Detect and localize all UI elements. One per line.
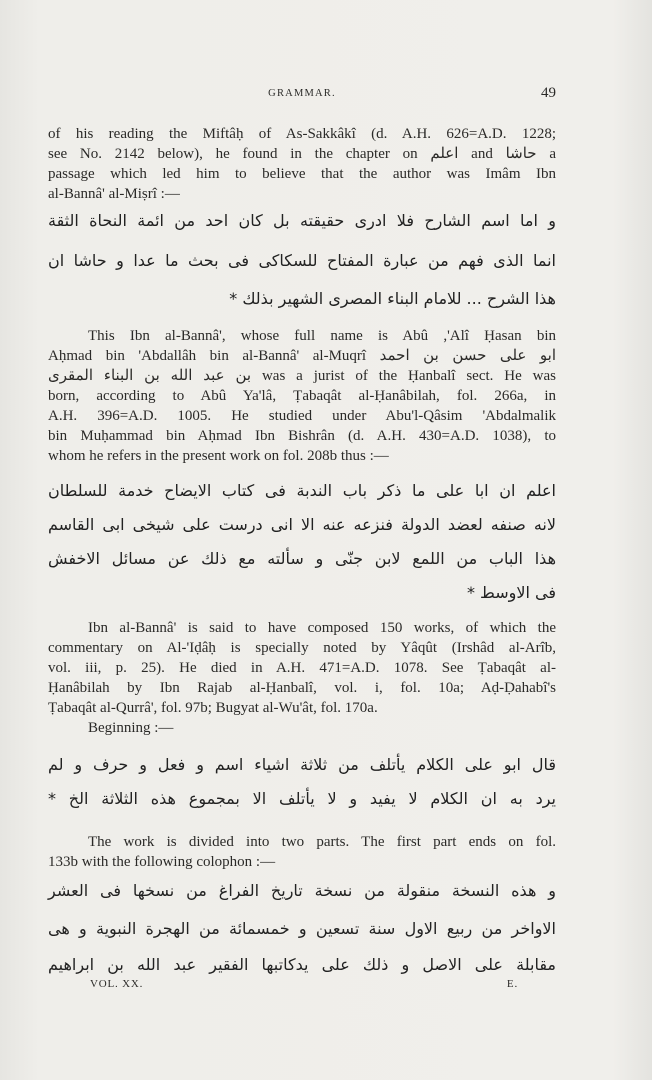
paragraph-1-line-3: passage which led him to believe that the author was Imâm Ibn xyxy=(48,166,556,182)
volume-label: VOL. XX. xyxy=(90,978,144,990)
paragraph-3-line-1: Ibn al-Bannâ' is said to have composed 150 works, of which the xyxy=(88,620,556,636)
paragraph-2-line-5: A.H. 396=A.D. 1005. He studied under Abu'l-Qâsim 'Abdalmalik xyxy=(48,408,556,424)
paragraph-4-line-1: The work is divided into two parts. The first part ends on fol. xyxy=(88,834,556,850)
paragraph-3-line-2: commentary on Al-'Iḍâḥ is specially noted by Yâqût (Irshâd al-Arîb, xyxy=(48,640,556,656)
arabic-quote-3-line-1: قال ابو على الكلام يأتلف من ثلاثة اشياء اسم و فعل و حرف و لم xyxy=(48,755,556,774)
paragraph-1-line-1: of his reading the Miftâḥ of As-Sakkâkî (d. A.H. 626=A.D. 1228; xyxy=(48,126,556,142)
paragraph-3-line-3: vol. iii, p. 25). He died in A.H. 471=A.D. 1078. See Ṭabaqât al- xyxy=(48,660,556,676)
arabic-quote-4-line-3: مقابلة على الاصل و ذلك على يدكاتبها الفقير عبد الله بن ابراهيم xyxy=(48,955,556,974)
paragraph-3-line-5: Ṭabaqât al-Qurrâ', fol. 97b; Bugyat al-Wu'ât, fol. 170a. xyxy=(48,700,378,716)
arabic-quote-4-line-2: الاواخر من ربيع الاول سنة تسعين و خمسمائة من الهجرة النبوية و هى xyxy=(48,919,556,938)
page-footer xyxy=(90,978,518,996)
arabic-quote-4-line-1: و هذه النسخة منقولة من نسخة تاريخ الفراغ من نسخها فى العشر xyxy=(48,881,556,900)
page-header xyxy=(48,85,556,108)
arabic-quote-3-line-2: يرد به ان الكلام لا يفيد و لا يأتلف الا بمجموع هذه الثلاثة الخ * xyxy=(48,789,556,808)
paragraph-2-line-6: bin Muḥammad bin Aḥmad Ibn Bishrân (d. A.H. 430=A.D. 1038), to xyxy=(48,428,556,444)
paragraph-1-line-4: al-Bannâ' al-Miṣrî :— xyxy=(48,186,180,202)
arabic-quote-2-line-1: اعلم ان ابا على ما ذكر باب الندبة فى كتاب الايضاح خدمة للسلطان xyxy=(48,481,556,500)
paragraph-2-line-3: بن عبد الله بن البناء المقرى was a jurist of the Ḥanbalî sect. He was xyxy=(48,368,556,384)
signature-mark: E. xyxy=(506,978,518,990)
paragraph-1-line-2: see No. 2142 below), he found in the chapter on اعلم and حاشا a xyxy=(48,146,556,162)
arabic-quote-2-line-3: هذا الباب من اللمع لابن جنّى و سألته مع ذلك عن مسائل الاخفش xyxy=(48,549,556,568)
running-head: GRAMMAR. xyxy=(268,88,336,99)
paragraph-2-line-7: whom he refers in the present work on fol. 208b thus :— xyxy=(48,448,389,464)
arabic-quote-1-line-1: و اما اسم الشارح فلا ادرى حقيقته بل كان احد من ائمة النحاة الثقة xyxy=(48,211,556,230)
arabic-quote-1-line-2: انما الذى فهم من عبارة المفتاح للسكاكى فى بحث ما عدا و حاشا ان xyxy=(48,251,556,270)
page-number: 49 xyxy=(541,85,556,101)
arabic-quote-2-line-4: فى الاوسط * xyxy=(466,583,556,602)
paragraph-3-line-4: Ḥanâbilah by Ibn Rajab al-Ḥanbalî, vol. i, fol. 10a; Aḍ-Ḍahabî's xyxy=(48,680,556,696)
arabic-quote-2-line-2: لانه صنفه لعضد الدولة فنزعه عنه الا انى درست على شيخى ابى القاسم xyxy=(48,515,556,534)
paragraph-2-line-2: Aḥmad bin 'Abdallâh bin al-Bannâ' al-Muqrî ابو على حسن بن احمد xyxy=(48,348,556,364)
arabic-quote-1-line-3: هذا الشرح ... للامام البناء المصرى الشهير بذلك * xyxy=(229,289,556,308)
paragraph-3-line-6: Beginning :— xyxy=(88,720,174,736)
paragraph-4-line-2: 133b with the following colophon :— xyxy=(48,854,276,870)
paragraph-2-line-1: This Ibn al-Bannâ', whose full name is Abû ,'Alî Ḥasan bin xyxy=(88,328,556,344)
paragraph-2-line-4: born, according to Abû Ya'lâ, Ṭabaqât al-Ḥanâbilah, fol. 266a, in xyxy=(48,388,556,404)
